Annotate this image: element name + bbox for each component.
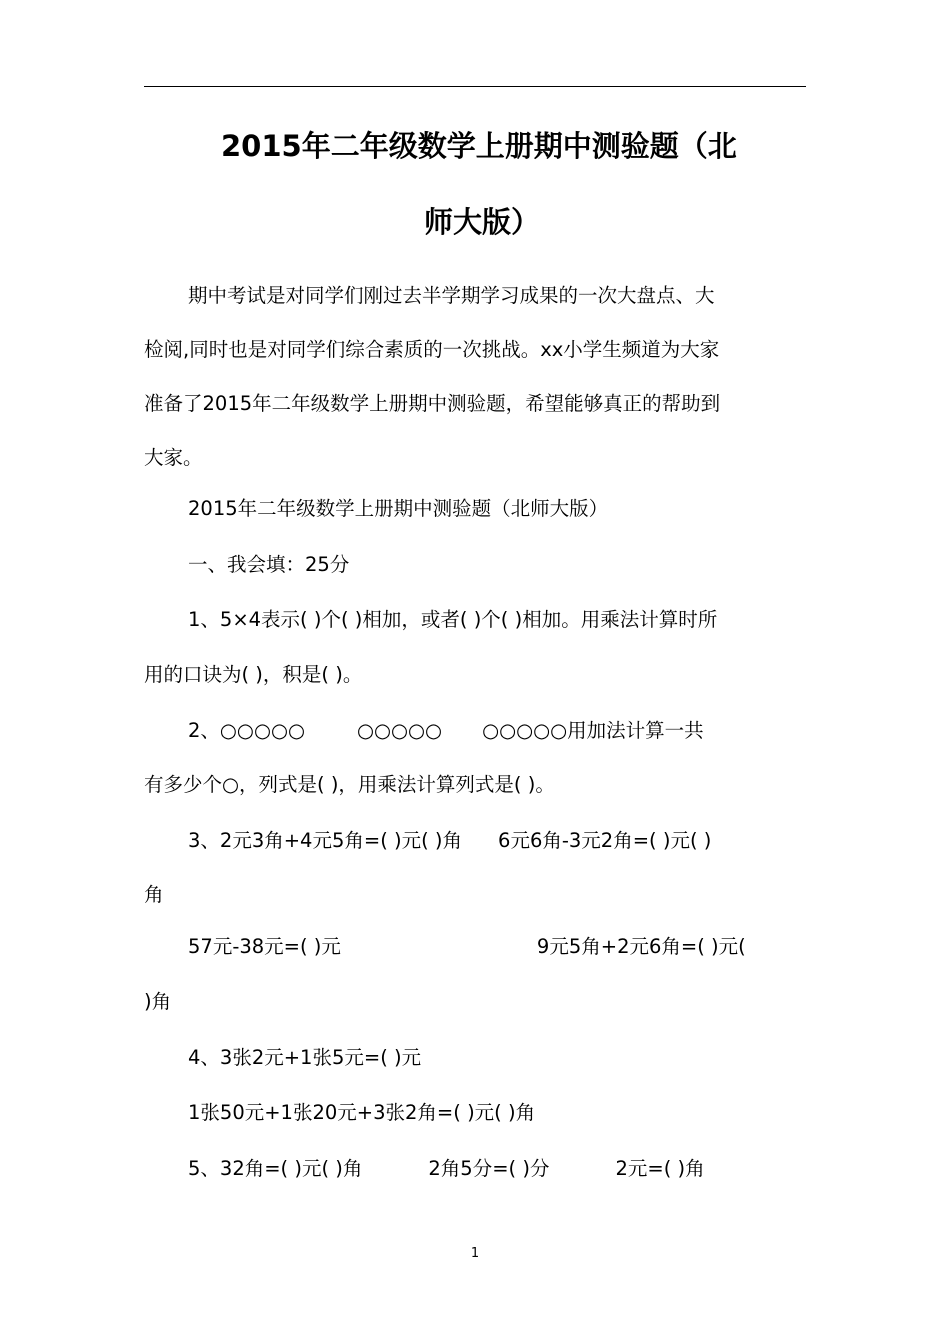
circle-group-2: ○○○○○ [357,719,443,742]
question-3-line-1 [144,826,806,856]
question-2-label: 2、 [188,719,220,742]
question-1-line-1: 1、5×4表示( )个( )相加，或者( )个( )相加。用乘法计算时所 [188,608,718,631]
page-number: 1 [470,1246,480,1261]
question-5-item-a: 5、32角=( )元( )角 [188,1157,363,1180]
intro-line-1: 期中考试是对同学们刚过去半学期学习成果的一次大盘点、大 [188,284,715,307]
document-title-line-1: 2015年二年级数学上册期中测验题（北 [221,129,737,163]
intro-line-4: 大家。 [144,446,203,469]
question-1-line-2: 用的口诀为( )，积是( )。 [144,663,363,686]
question-3-line-4: )角 [144,990,172,1013]
question-3-item-c: 57元-38元=( )元 [188,935,341,958]
question-3-item-a: 3、2元3角+4元5角=( )元( )角 [188,829,463,852]
header-rule [144,86,806,87]
subtitle: 2015年二年级数学上册期中测验题（北师大版） [188,497,609,520]
question-3-line-2: 角 [144,883,164,906]
circle-group-3: ○○○○○用加法计算一共 [482,719,704,742]
document-title-line-2: 师大版） [423,205,540,239]
question-3-item-b: 6元6角-3元2角=( )元( ) [498,829,712,852]
question-4-line-1: 4、3张2元+1张5元=( )元 [188,1046,422,1069]
question-2-line-1 [144,716,806,746]
circle-group-1: ○○○○○ [219,719,305,742]
question-3-line-3 [144,932,806,962]
intro-line-3: 准备了2015年二年级数学上册期中测验题，希望能够真正的帮助到 [144,392,721,415]
question-3-item-d: 9元5角+2元6角=( )元( [536,935,746,958]
question-5-item-b: 2角5分=( )分 [428,1157,550,1180]
question-4-line-2: 1张50元+1张20元+3张2角=( )元( )角 [188,1101,536,1124]
section-heading: 一、我会填：25分 [188,553,350,576]
question-2-line-2: 有多少个○，列式是( )，用乘法计算列式是( )。 [144,773,555,796]
question-5-item-c: 2元=( )角 [615,1157,705,1180]
question-5-line-1 [144,1154,806,1184]
intro-line-2: 检阅,同时也是对同学们综合素质的一次挑战。xx小学生频道为大家 [144,338,720,361]
